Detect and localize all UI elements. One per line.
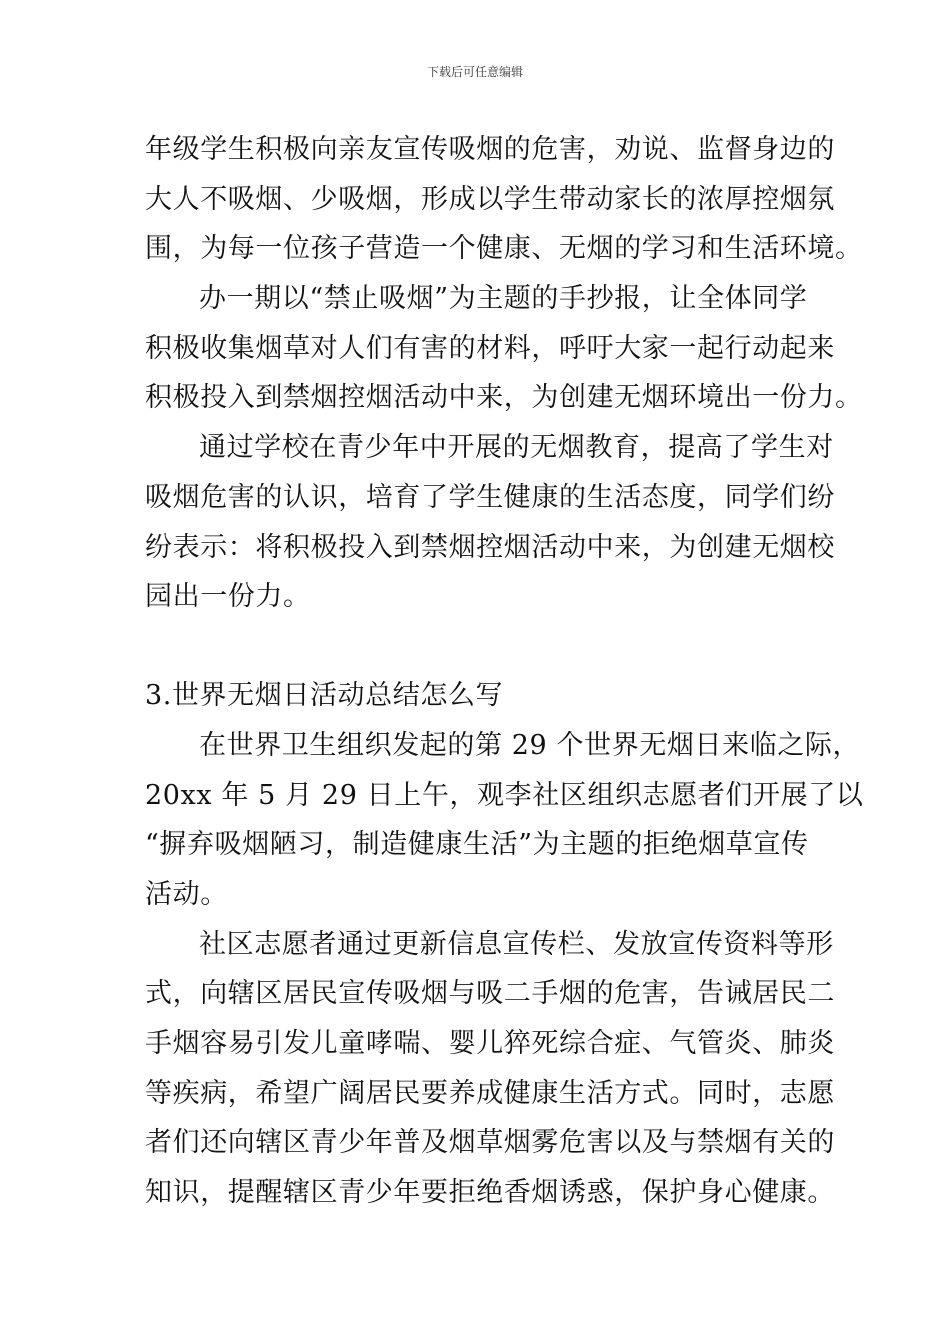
paragraph-first-line: 在世界卫生组织发起的第 29 个世界无烟日来临之际，	[199, 730, 861, 761]
text-line: 活动。	[145, 879, 228, 910]
text-line: 等疾病，希望广阔居民要养成健康生活方式。同时，志愿	[145, 1078, 835, 1109]
text-line: 知识，提醒辖区青少年要拒绝香烟诱惑，保护身心健康。	[145, 1177, 835, 1208]
text-line: 积极投入到禁烟控烟活动中来，为创建无烟环境出一份力。	[145, 382, 863, 413]
text-line: 围，为每一位孩子营造一个健康、无烟的学习和生活环境。	[145, 233, 863, 264]
text-line: 者们还向辖区青少年普及烟草烟雾危害以及与禁烟有关的	[145, 1127, 835, 1158]
text-line: 式，向辖区居民宣传吸烟与吸二手烟的危害，告诫居民二	[145, 978, 835, 1009]
text-line: 20xx 年 5 月 29 日上午，观李社区组织志愿者们开展了以	[145, 780, 864, 811]
text-line: 年级学生积极向亲友宣传吸烟的危害，劝说、监督身边的	[145, 134, 835, 165]
paragraph-first-line: 通过学校在青少年中开展的无烟教育，提高了学生对	[199, 432, 834, 463]
text-line: “摒弃吸烟陋习，制造健康生活”为主题的拒绝烟草宣传	[145, 829, 809, 860]
text-line: 积极收集烟草对人们有害的材料，呼吁大家一起行动起来	[145, 333, 835, 364]
text-line: 手烟容易引发儿童哮喘、婴儿猝死综合症、气管炎、肺炎	[145, 1028, 835, 1059]
paragraph-first-line: 社区志愿者通过更新信息宣传栏、发放宣传资料等形	[199, 929, 834, 960]
page-header: 下载后可任意编辑	[426, 65, 523, 79]
section-heading: 3.世界无烟日活动总结怎么写	[145, 680, 504, 711]
text-line: 大人不吸烟、少吸烟，形成以学生带动家长的浓厚控烟氛	[145, 184, 835, 215]
text-line: 园出一份力。	[145, 581, 311, 612]
text-line: 吸烟危害的认识，培育了学生健康的生活态度，同学们纷	[145, 482, 835, 513]
text-line: 纷表示：将积极投入到禁烟控烟活动中来，为创建无烟校	[145, 532, 835, 563]
paragraph-first-line: 办一期以“禁止吸烟”为主题的手抄报，让全体同学	[199, 283, 808, 314]
